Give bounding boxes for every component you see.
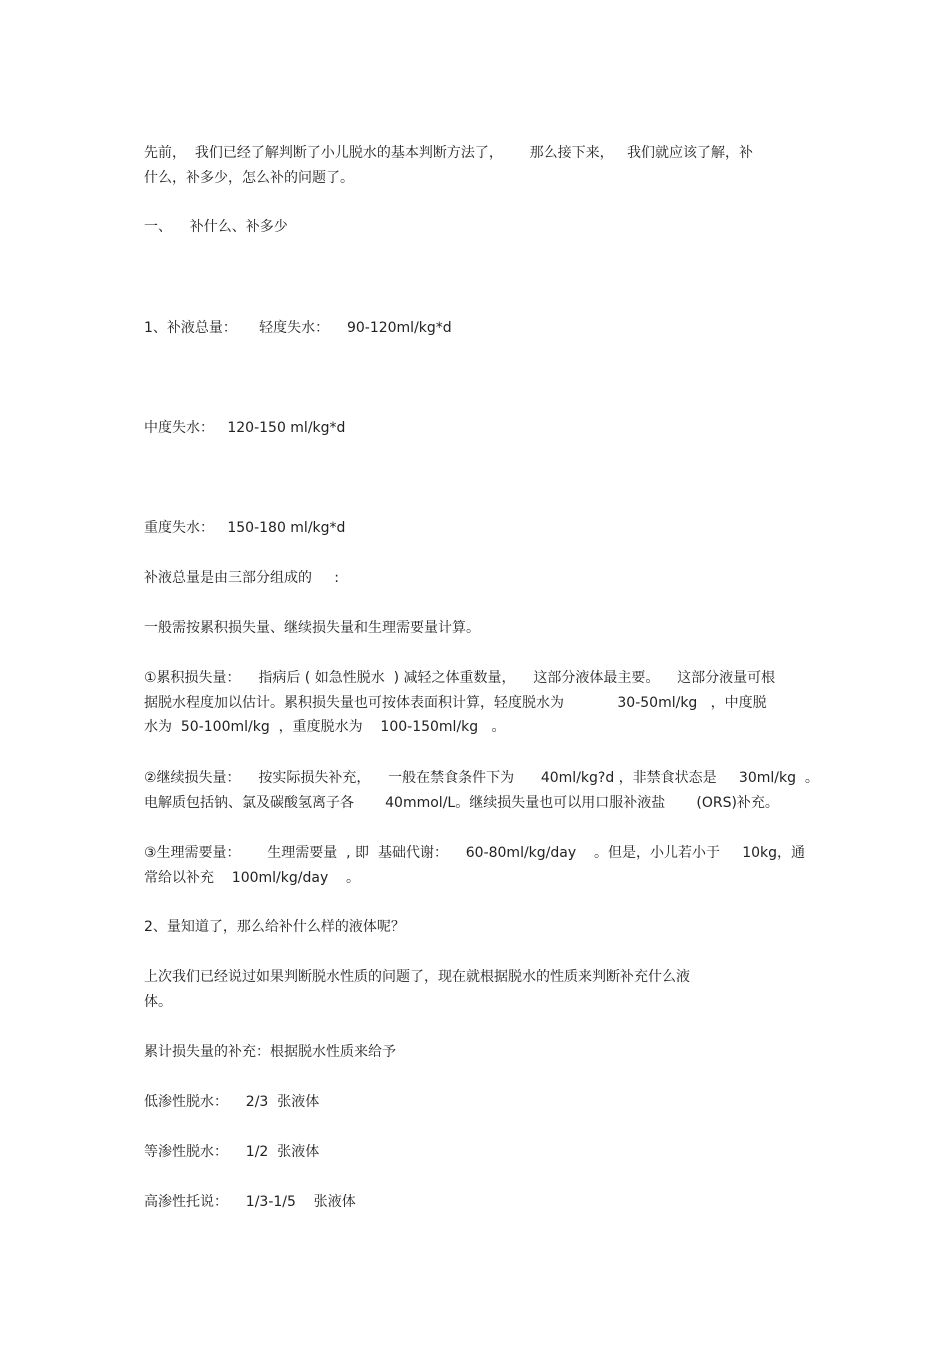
paragraph-intro-line-1: 先前， 我们已经了解判断了小儿脱水的基本判断方法了， 那么接下来， 我们就应该了解，补 — [144, 145, 753, 161]
fluid-total-severe: 重度失水： 150-180 ml/kg*d — [144, 520, 346, 536]
hypertonic-dehydration: 高渗性托说： 1/3-1/5 张液体 — [144, 1194, 356, 1210]
isotonic-dehydration: 等渗性脱水： 1/2 张液体 — [144, 1144, 320, 1160]
fluid-components-intro: 补液总量是由三部分组成的 : — [144, 570, 339, 586]
fluid-calculation-note: 一般需按累积损失量、继续损失量和生理需要量计算。 — [144, 620, 480, 636]
fluid-type-intro-line-2: 体。 — [144, 994, 172, 1010]
cumulative-loss-line-1: ①累积损失量： 指病后 ( 如急性脱水 ) 减轻之体重数量， 这部分液体最主要。 这部分液量可根 — [144, 670, 776, 686]
cumulative-loss-line-3: 水为 50-100ml/kg ，重度脱水为 100-150ml/kg 。 — [144, 719, 506, 735]
ongoing-loss-line-1: ②继续损失量： 按实际损失补充， 一般在禁食条件下为 40ml/kg?d ，非禁食状态是 30ml/kg 。 — [144, 770, 819, 786]
fluid-total-mild: 1、补液总量： 轻度失水： 90-120ml/kg*d — [144, 320, 452, 336]
maintenance-need-line-2: 常给以补充 100ml/kg/day 。 — [144, 870, 361, 886]
section-heading-1: 一、 补什么、补多少 — [144, 219, 288, 235]
paragraph-intro-line-2: 什么，补多少，怎么补的问题了。 — [144, 170, 354, 186]
ongoing-loss-line-2: 电解质包括钠、氯及碳酸氢离子各 40mmol/L。继续损失量也可以用口服补液盐 (ORS)补充。 — [144, 795, 779, 811]
cumulative-loss-replacement: 累计损失量的补充：根据脱水性质来给予 — [144, 1044, 396, 1060]
fluid-type-intro-line-1: 上次我们已经说过如果判断脱水性质的问题了，现在就根据脱水的性质来判断补充什么液 — [144, 969, 690, 985]
hypotonic-dehydration: 低渗性脱水： 2/3 张液体 — [144, 1094, 320, 1110]
section-heading-2: 2、量知道了，那么给补什么样的液体呢？ — [144, 919, 405, 935]
fluid-total-moderate: 中度失水： 120-150 ml/kg*d — [144, 420, 346, 436]
maintenance-need-line-1: ③生理需要量： 生理需要量 , 即 基础代谢： 60-80ml/kg/day 。但是，小儿若小于 10kg，通 — [144, 845, 805, 861]
cumulative-loss-line-2: 据脱水程度加以估计。累积损失量也可按体表面积计算，轻度脱水为 30-50ml/kg ，中度脱 — [144, 695, 767, 711]
